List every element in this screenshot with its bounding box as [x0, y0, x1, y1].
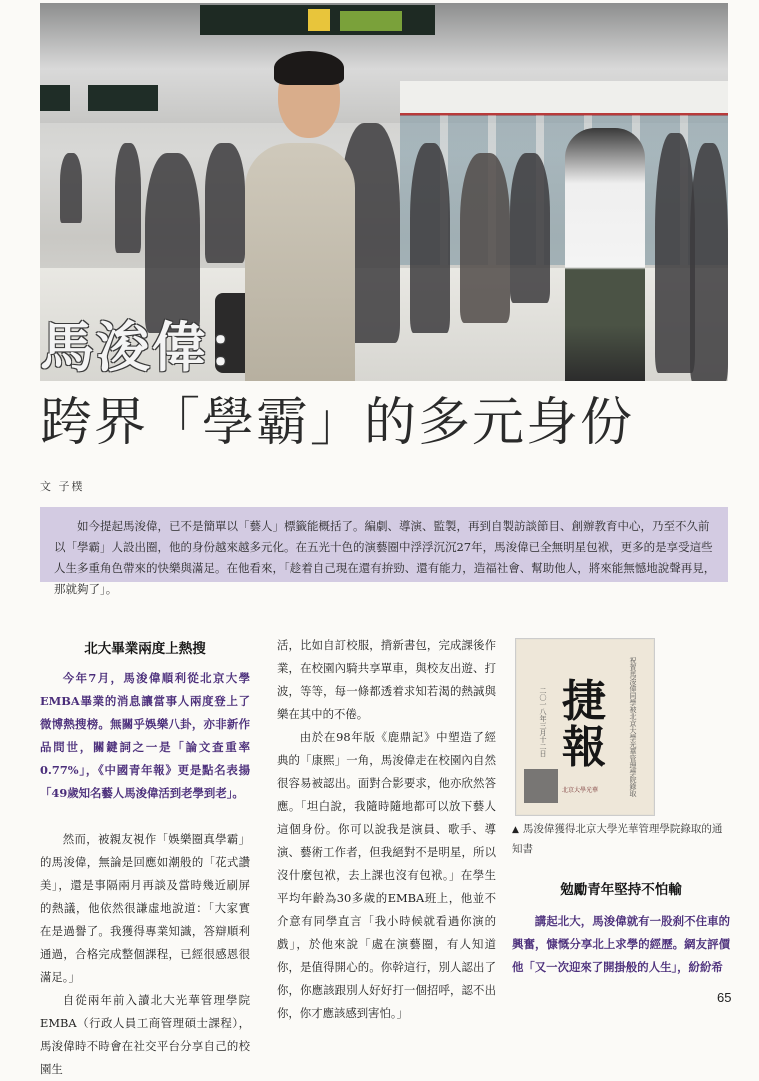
- letter-date: 二〇一八年三月十二日: [539, 687, 547, 757]
- body-paragraph: 活，比如自訂校服，揹新書包，完成課後作業，在校園內騎共享單車，與校友出遊、打波，等等，每一條都透着求知若渴的熱誠與樂在其中的不倦。: [277, 638, 496, 721]
- crowd-person: [205, 143, 245, 263]
- letter-side-text: 祝賀馬浚偉同學被北京大學光華管理學院錄取: [629, 657, 637, 797]
- body-paragraph: 由於在98年版《鹿鼎記》中塑造了經典的「康熙」一角，馬浚偉走在校園內自然很容易被認出。面對合影要求，他亦欣然答應。「坦白說，我隨時隨地都可以放下藝人這個身份。你可以說我是演員、歌手、導演、藝術工作者，但我絕對不是明星，所以沒什麼包袱，去上課也沒有包袱。」在學生平均年齡為30多歲的EMBA班上，他並不介意有同學直言「我小時候就看過你演的戲」，於他來說「處在演藝圈，有人知道你，是值得開心的。你幹這行，別人認出了你，你應該跟別人好好打一個招呼，認不出你，你才應該感到害怕。」: [277, 730, 496, 1020]
- body-paragraph: 然而，被親友視作「娛樂圈真學霸」的馬浚偉，無論是回應如潮般的「花式讚美」，還是事隔兩月再談及當時幾近刷屏的熱議，他依然很謙虛地說道：「大家實在是過譽了。我獲得專業知識，答辯順利通過，合格完成整個課程，已經很感恩很滿足。」: [40, 832, 250, 984]
- direction-sign: [88, 85, 158, 111]
- page-number: 65: [717, 990, 732, 1005]
- admission-letter-image: [515, 638, 655, 816]
- caption-text: 馬浚偉獲得北京大學光華管理學院錄取的通知書: [512, 823, 723, 855]
- section-heading-youth: 勉勵青年堅持不怕輸: [560, 882, 682, 898]
- letter-title: 捷報: [562, 676, 606, 773]
- lead-paragraph: 如今提起馬浚偉，已不是簡單以「藝人」標籤能概括了。編劇、導演、監製，再到自製訪談節目、創辦教育中心，乃至不久前以「學霸」人設出圈，他的身份越來越多元化。在五光十色的演藝圈中浮浮沉沉27年，馬浚偉已全無明星包袱，更多的是享受這些人生多重角色帶來的快樂與滿足。在他看來，「趁着自己現在還有拚勁、還有能力，造福社會、幫助他人，將來能無憾地說聲再見，那就夠了」。: [40, 507, 728, 582]
- crowd-person: [510, 153, 550, 303]
- woman-figure: [565, 128, 645, 381]
- platform-banner: [400, 81, 728, 116]
- column-1: [40, 634, 250, 1081]
- triangle-icon: ▲: [512, 825, 519, 835]
- image-caption: [512, 820, 730, 859]
- letter-university: 北京大學光華: [562, 787, 599, 794]
- crowd-person: [115, 143, 141, 253]
- column-3: [512, 910, 730, 979]
- headline-subtitle: 跨界「學霸」的多元身份: [40, 393, 635, 453]
- platform-sign: [200, 5, 435, 35]
- crowd-person: [655, 133, 695, 373]
- column-2: [277, 634, 496, 1025]
- crowd-person: [60, 153, 82, 223]
- crowd-person: [460, 153, 510, 323]
- crowd-person: [145, 153, 200, 333]
- man-hair: [274, 51, 344, 85]
- seal-icon: [524, 769, 558, 803]
- crowd-person: [410, 143, 450, 333]
- crowd-person: [690, 143, 728, 381]
- section-heading-graduation: 北大畢業兩度上熱搜: [84, 641, 206, 657]
- headline-name: 馬浚偉：: [40, 315, 264, 379]
- highlight-paragraph: 講起北大，馬浚偉就有一股刹不住車的興奮，慷慨分享北上求學的經歷。網友評價他「又一次迎來了開掛般的人生」，紛紛希: [512, 914, 730, 974]
- author-byline: 文 子樸: [40, 480, 85, 493]
- body-paragraph: 自從兩年前入讀北大光華管理學院EMBA（行政人員工商管理碩士課程），馬浚偉時不時會在社交平台分享自己的校園生: [40, 993, 250, 1076]
- exit-sign: [40, 85, 70, 111]
- highlight-paragraph: 今年7月，馬浚偉順利從北京大學EMBA畢業的消息讓當事人兩度登上了微博熱搜榜。無關乎娛樂八卦，亦非新作品問世，關鍵詞之一是「論文查重率0.77%」，《中國青年報》更是點名表揚「49歲知名藝人馬浚偉活到老學到老」。: [40, 671, 250, 800]
